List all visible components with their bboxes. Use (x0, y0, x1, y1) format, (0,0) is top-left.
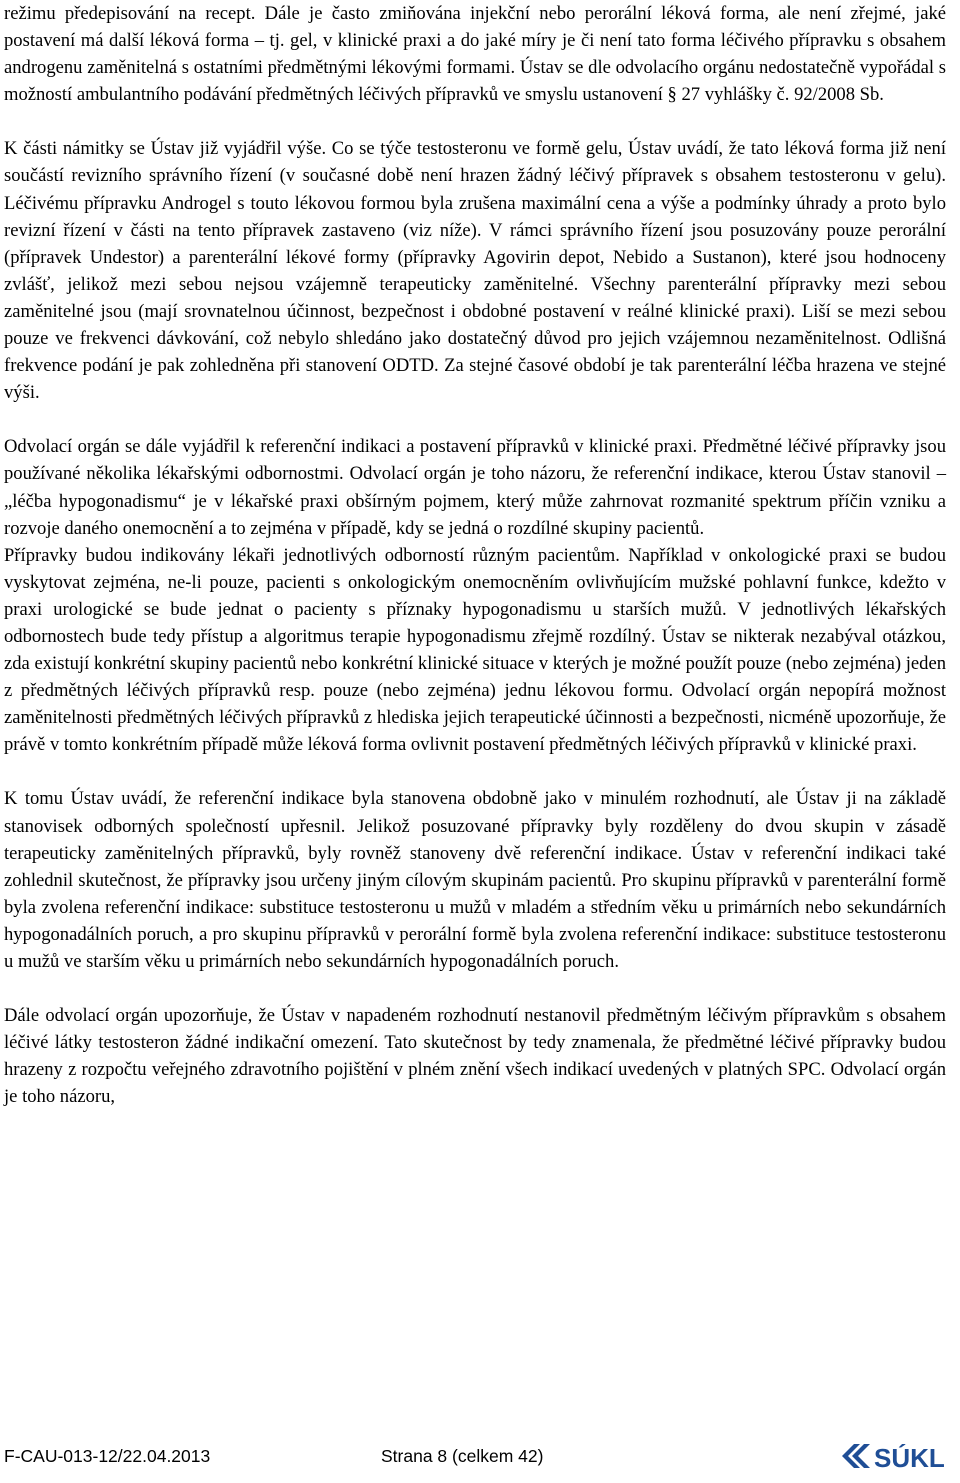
paragraph-2: K části námitky se Ústav již vyjádřil výše. Co se týče testosteronu ve formě gelu, Ústav uvádí, že tato léková forma již není součástí revizního správního řízení (v současné době není hrazen žádný léčivý přípravek s obsahem testosteronu v gelu). Léčivému přípravku Androgel s touto lékovou formou byla zrušena maximální cena a výše a podmínky úhrady a proto bylo revizní řízení v části na tento přípravek zastaveno (viz níže). V rámci správního řízení jsou posuzovány pouze perorální (přípravek Undestor) a parenterální lékové formy (přípravky Agovirin depot, Nebido a Sustanon), které jsou hodnoceny zvlášť, jelikož mezi sebou nejsou vzájemně terapeuticky zaměnitelné. Všechny parenterální přípravky mezi sebou zaměnitelné jsou (mají srovnatelnou účinnost, bezpečnost i obdobné postavení v reálné klinické praxi). Liší se mezi sebou pouze ve frekvenci dávkování, což nebylo shledáno jako dostatečný důvod pro jejich vzájemnou nezaměnitelnost. Odlišná frekvence podání je pak zohledněna při stanovení ODTD. Za stejné časové období je tak parenterální léčba hrazena ve stejné výši. (4, 138, 946, 404)
paragraph-4: Přípravky budou indikovány lékaři jednotlivých odborností různým pacientům. Například v onkologické praxi se budou vyskytovat zejména, ne-li pouze, pacienti s onkologickým onemocněním ovlivňujícím mužské pohlavní funkce, kdežto v praxi urologické se bude jednat o pacienty s příznaky hypogonadismu u starších mužů. V jednotlivých lékařských odbornostech bude tedy přístup a algoritmus terapie hypogonadismu zřejmě rozdílný. Ústav se nikterak nezabýval otázkou, zda existují konkrétní skupiny pacientů nebo konkrétní klinické situace v kterých je možné použít pouze (nebo zejména) jeden z předmětných léčivých přípravků resp. pouze (nebo zejména) jednu lékovou formu. Odvolací orgán nepopírá možnost zaměnitelnosti předmětných léčivých přípravků z hlediska jejich terapeutické účinnosti a bezpečnosti, nicméně upozorňuje, že právě v tomto konkrétním případě může léková forma ovlivnit postavení předmětných léčivých přípravků v klinické praxi. (4, 544, 946, 756)
paragraph-3: Odvolací orgán se dále vyjádřil k referenční indikaci a postavení přípravků v klinické praxi. Předmětné léčivé přípravky jsou používané několika lékařskými odbornostmi. Odvolací orgán je toho názoru, že referenční indikace, kterou Ústav stanovil – „léčba hypogonadismu“ je v lékařské praxi obšírným pojmem, který může zahrnovat rozmanité spektrum příčin vzniku a rozvoje daného onemocnění a to zejména v případě, kdy se jedná o rozdílné skupiny pacientů. (4, 436, 946, 539)
logo-text: SÚKL (874, 1443, 945, 1473)
sukl-logo-icon (840, 1434, 950, 1476)
paragraph-1: režimu předepisování na recept. Dále je často zmiňována injekční nebo perorální léková forma, ale není zřejmé, jaké postavení má další léková forma – tj. gel, v klinické praxi a do jaké míry je či není tato forma léčivého přípravku s obsahem androgenu zaměnitelná s ostatními předmětnými lékovými formami. Ústav se dle odvolacího orgánu nedostatečně vypořádal s možností ambulantního podávání předmětných léčivých přípravků ve smyslu ustanovení § 27 vyhlášky č. 92/2008 Sb. (4, 3, 946, 106)
page-footer (4, 1440, 950, 1480)
document-page (4, 0, 946, 1110)
document-code: F-CAU-013-12/22.04.2013 (4, 1446, 211, 1466)
paragraph-6: Dále odvolací orgán upozorňuje, že Ústav v napadeném rozhodnutí nestanovil předmětným léčivým přípravkům s obsahem léčivé látky testosteron žádné indikační omezení. Tato skutečnost by tedy znamenala, že předmětné léčivé přípravky budou hrazeny z rozpočtu veřejného zdravotního pojištění v plném znění všech indikací uvedených v platných SPC. Odvolací orgán je toho názoru, (4, 1005, 946, 1108)
paragraph-5: K tomu Ústav uvádí, že referenční indikace byla stanovena obdobně jako v minulém rozhodnutí, ale Ústav ji na základě stanovisek odborných společností upřesnil. Jelikož posuzované přípravky byly rozděleny do dvou skupin v zásadě terapeuticky zaměnitelných přípravků, byly rovněž stanoveny dvě referenční indikace. Ústav v referenční indikaci také zohlednil skutečnost, že přípravky jsou určeny jiným cílovým skupinám pacientů. Pro skupinu přípravků v parenterální formě byla zvolena referenční indikace: substituce testosteronu u mužů v mladém a středním věku u primárních nebo sekundárních hypogonadálních poruch, a pro skupinu přípravků v perorální formě byla zvolena referenční indikace: substituce testosteronu u mužů ve starším věku u primárních nebo sekundárních hypogonadálních poruch. (4, 788, 946, 972)
page-number: Strana 8 (celkem 42) (381, 1446, 544, 1466)
